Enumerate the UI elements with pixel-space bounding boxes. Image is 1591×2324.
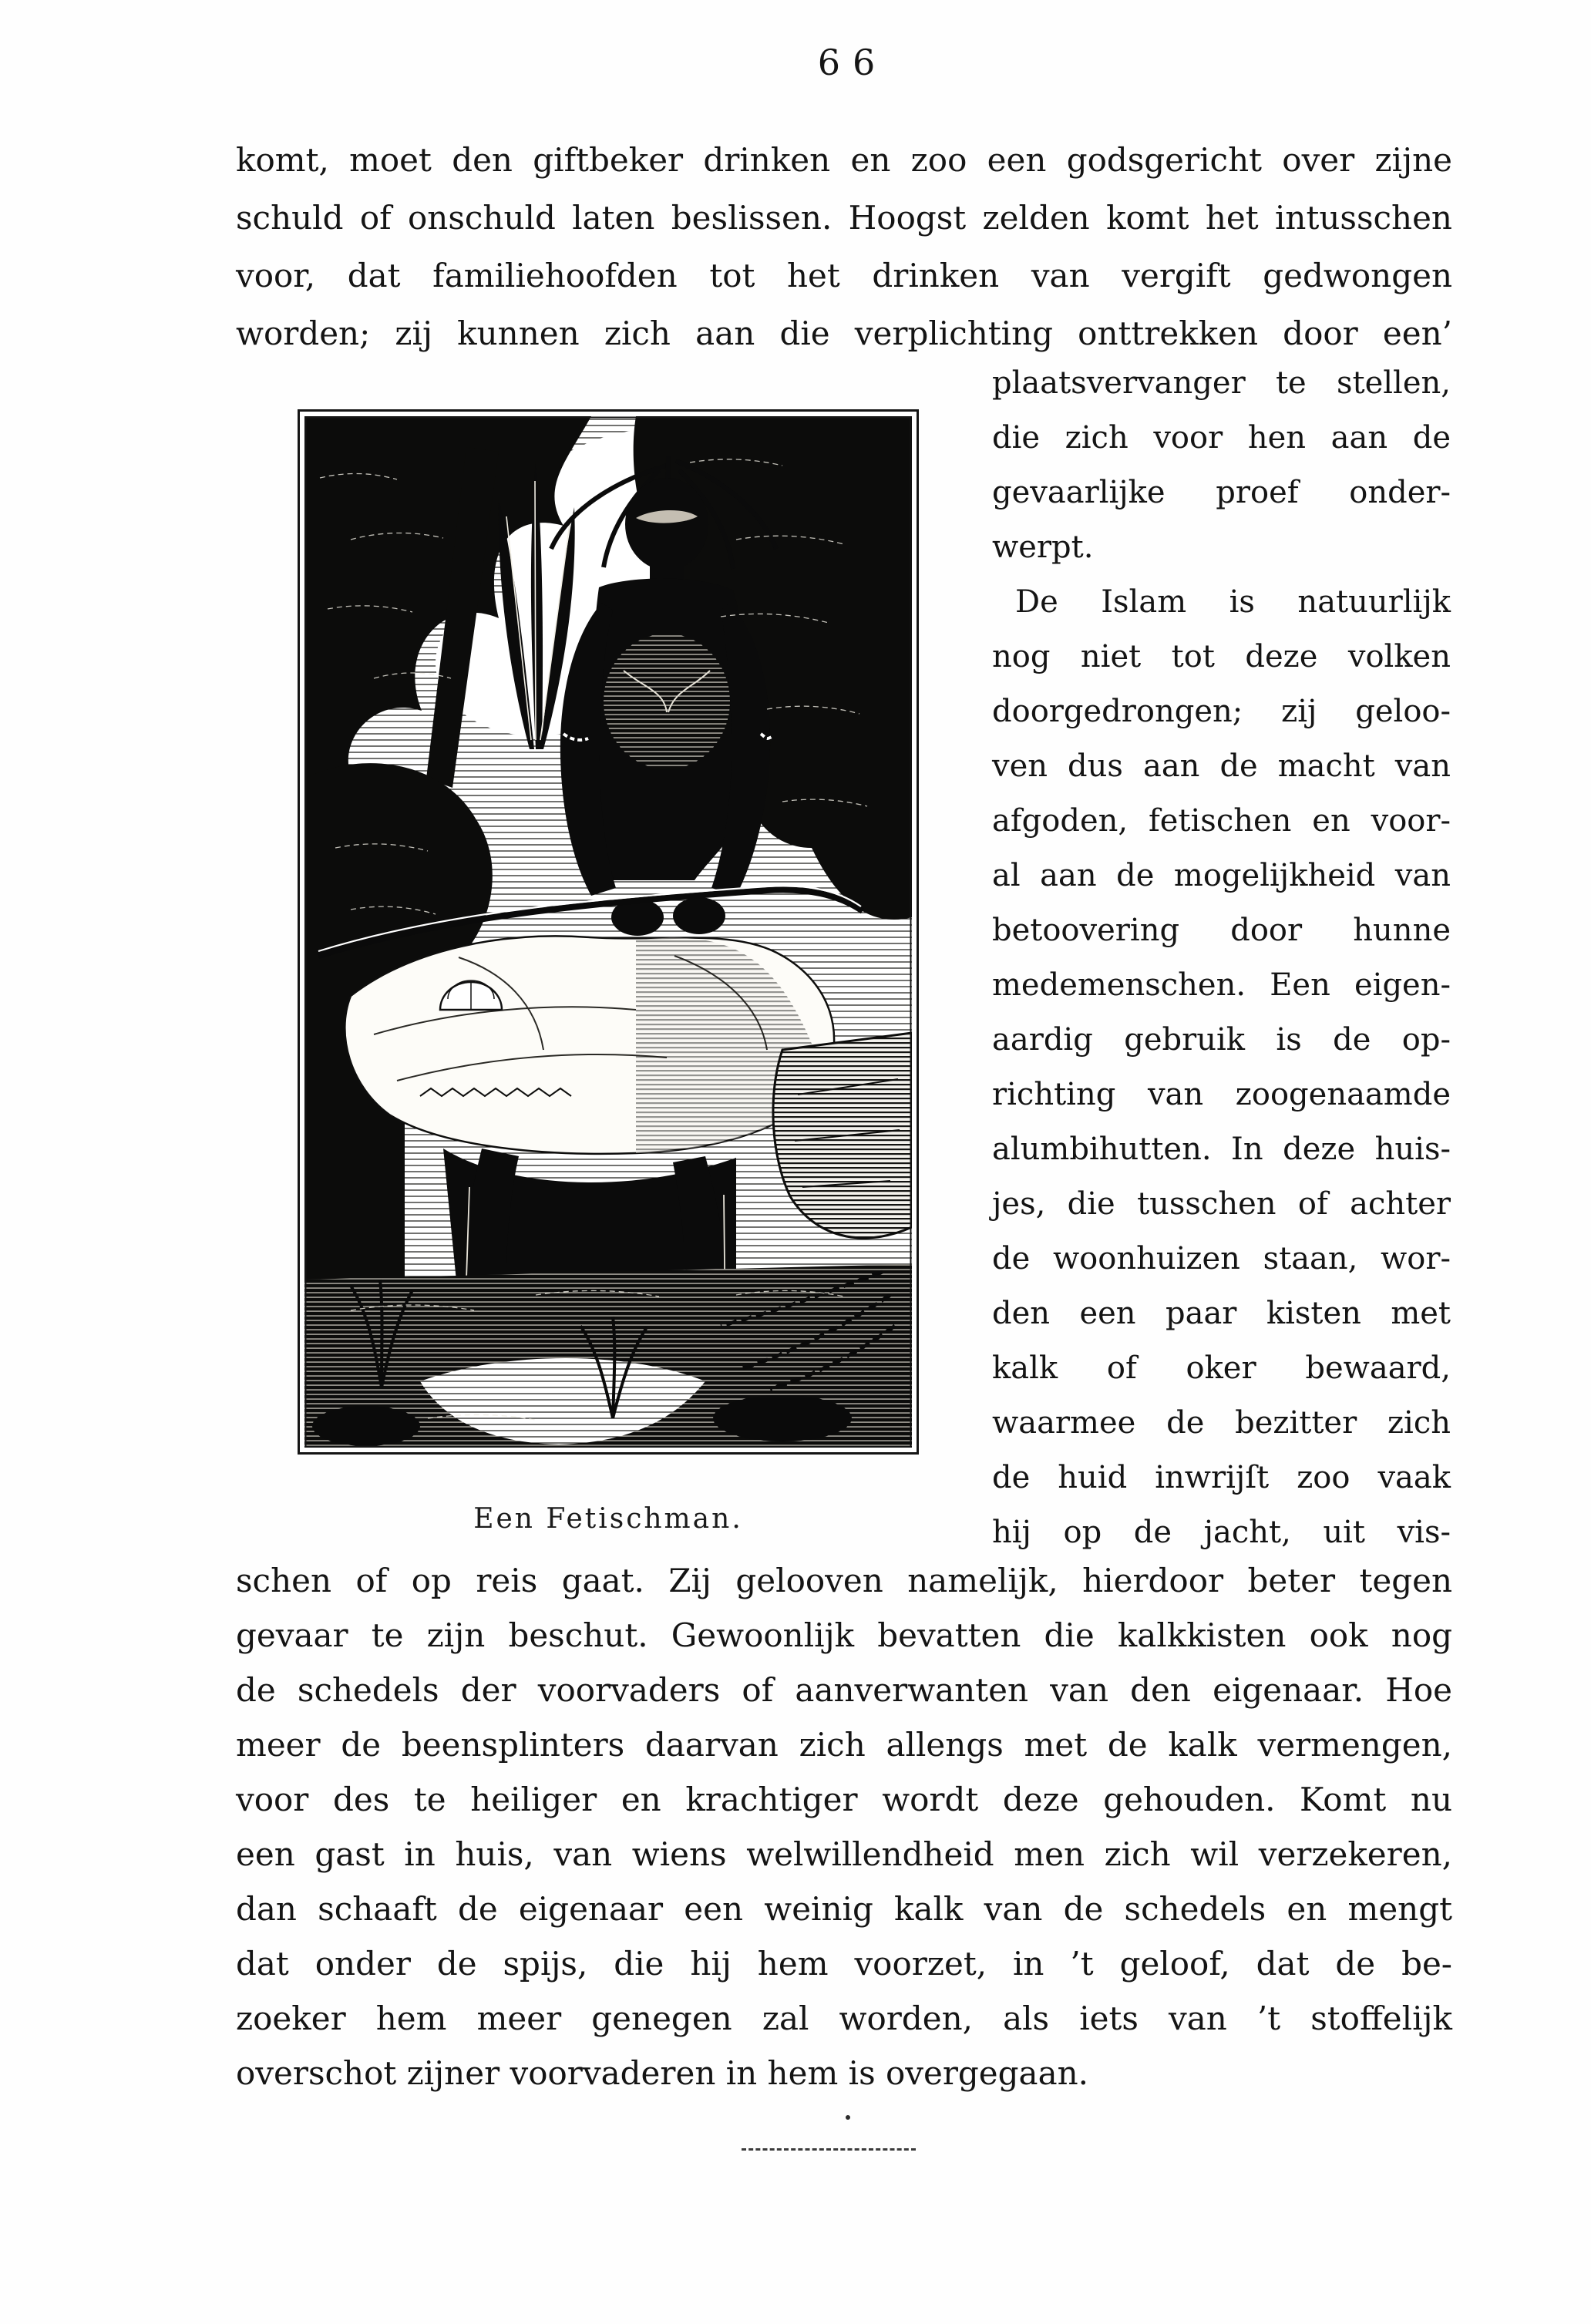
text-line: voor des te heiliger en krachtiger wordt deze gehouden. Komt nu	[236, 1781, 1452, 1818]
ink-dot	[846, 2115, 850, 2120]
text-line: meer de beensplinters daarvan zich allengs met de kalk vermengen,	[236, 1726, 1452, 1764]
text-line: ven dus aan de macht van	[992, 748, 1451, 784]
text-line: jes, die tusschen of achter	[992, 1186, 1451, 1222]
text-line: komt, moet den giftbeker drinken en zoo een godsgericht over zijne	[236, 141, 1452, 179]
text-line: dan schaaft de eigenaar een weinig kalk van de schedels en mengt	[236, 1890, 1452, 1928]
text-line: overschot zijner voorvaderen in hem is overgegaan.	[236, 2054, 1089, 2092]
text-line: de woonhuizen staan, wor-	[992, 1241, 1451, 1276]
text-line: plaatsvervanger te stellen,	[992, 365, 1451, 401]
text-line: worden; zij kunnen zich aan die verplichting onttrekken door een’	[236, 314, 1452, 352]
text-line: al aan de mogelijkheid van	[992, 858, 1451, 893]
text-line: voor, dat familiehoofden tot het drinken van vergift gedwongen	[236, 257, 1452, 294]
text-line: De Islam is natuurlijk	[1015, 584, 1451, 620]
text-line: medemenschen. Een eigen-	[992, 967, 1451, 1003]
text-line: hij op de jacht, uit vis-	[992, 1515, 1451, 1550]
text-line: gevaarlijke proef onder-	[992, 475, 1451, 510]
paragraph-top	[236, 131, 1452, 362]
text-line: de schedels der voorvaders of aanverwanten van den eigenaar. Hoe	[236, 1671, 1452, 1709]
text-line: schuld of onschuld laten beslissen. Hoogst zelden komt het intusschen	[236, 199, 1452, 237]
text-line: richting van zoogenaamde	[992, 1077, 1451, 1112]
text-line: die zich voor hen aan de	[992, 420, 1451, 456]
foreground-ground	[304, 1264, 912, 1448]
text-line: betoovering door hunne	[992, 913, 1451, 948]
text-line: doorgedrongen; zij geloo-	[992, 694, 1451, 729]
page-number: 66	[817, 42, 888, 83]
white-cloth	[345, 936, 834, 1153]
text-line: werpt.	[992, 530, 1094, 565]
text-line: kalk of oker bewaard,	[992, 1350, 1451, 1386]
figure-fetishman	[298, 409, 919, 1455]
text-line: afgoden, fetischen en voor-	[992, 803, 1451, 839]
text-line: alumbihutten. In deze huis-	[992, 1132, 1451, 1167]
text-line: schen of op reis gaat. Zij gelooven namelijk, hierdoor beter tegen	[236, 1562, 1452, 1599]
text-line: dat onder de spijs, die hij hem voorzet, in ’t geloof, dat de be-	[236, 1945, 1452, 1983]
text-line: de huid inwrijſt zoo vaak	[992, 1460, 1451, 1495]
paragraph-bottom	[236, 1553, 1452, 2100]
text-line: den een paar kisten met	[992, 1296, 1451, 1331]
text-line: een gast in huis, van wiens welwillendheid men zich wil verzekeren,	[236, 1835, 1452, 1873]
fetishman-engraving-illustration	[304, 416, 912, 1448]
right-column	[992, 356, 1451, 1560]
section-divider-rule	[742, 2148, 916, 2151]
text-line: waarmee de bezitter zich	[992, 1405, 1451, 1441]
figure-caption: Een Fetischman.	[473, 1503, 743, 1535]
text-line: gevaar te zijn beschut. Gewoonlijk bevatten die kalkkisten ook nog	[236, 1616, 1452, 1654]
text-line: aardig gebruik is de op-	[992, 1022, 1451, 1058]
text-line: nog niet tot deze volken	[992, 639, 1451, 674]
text-line: zoeker hem meer genegen zal worden, als iets van ’t stoffelijk	[236, 1999, 1452, 2037]
